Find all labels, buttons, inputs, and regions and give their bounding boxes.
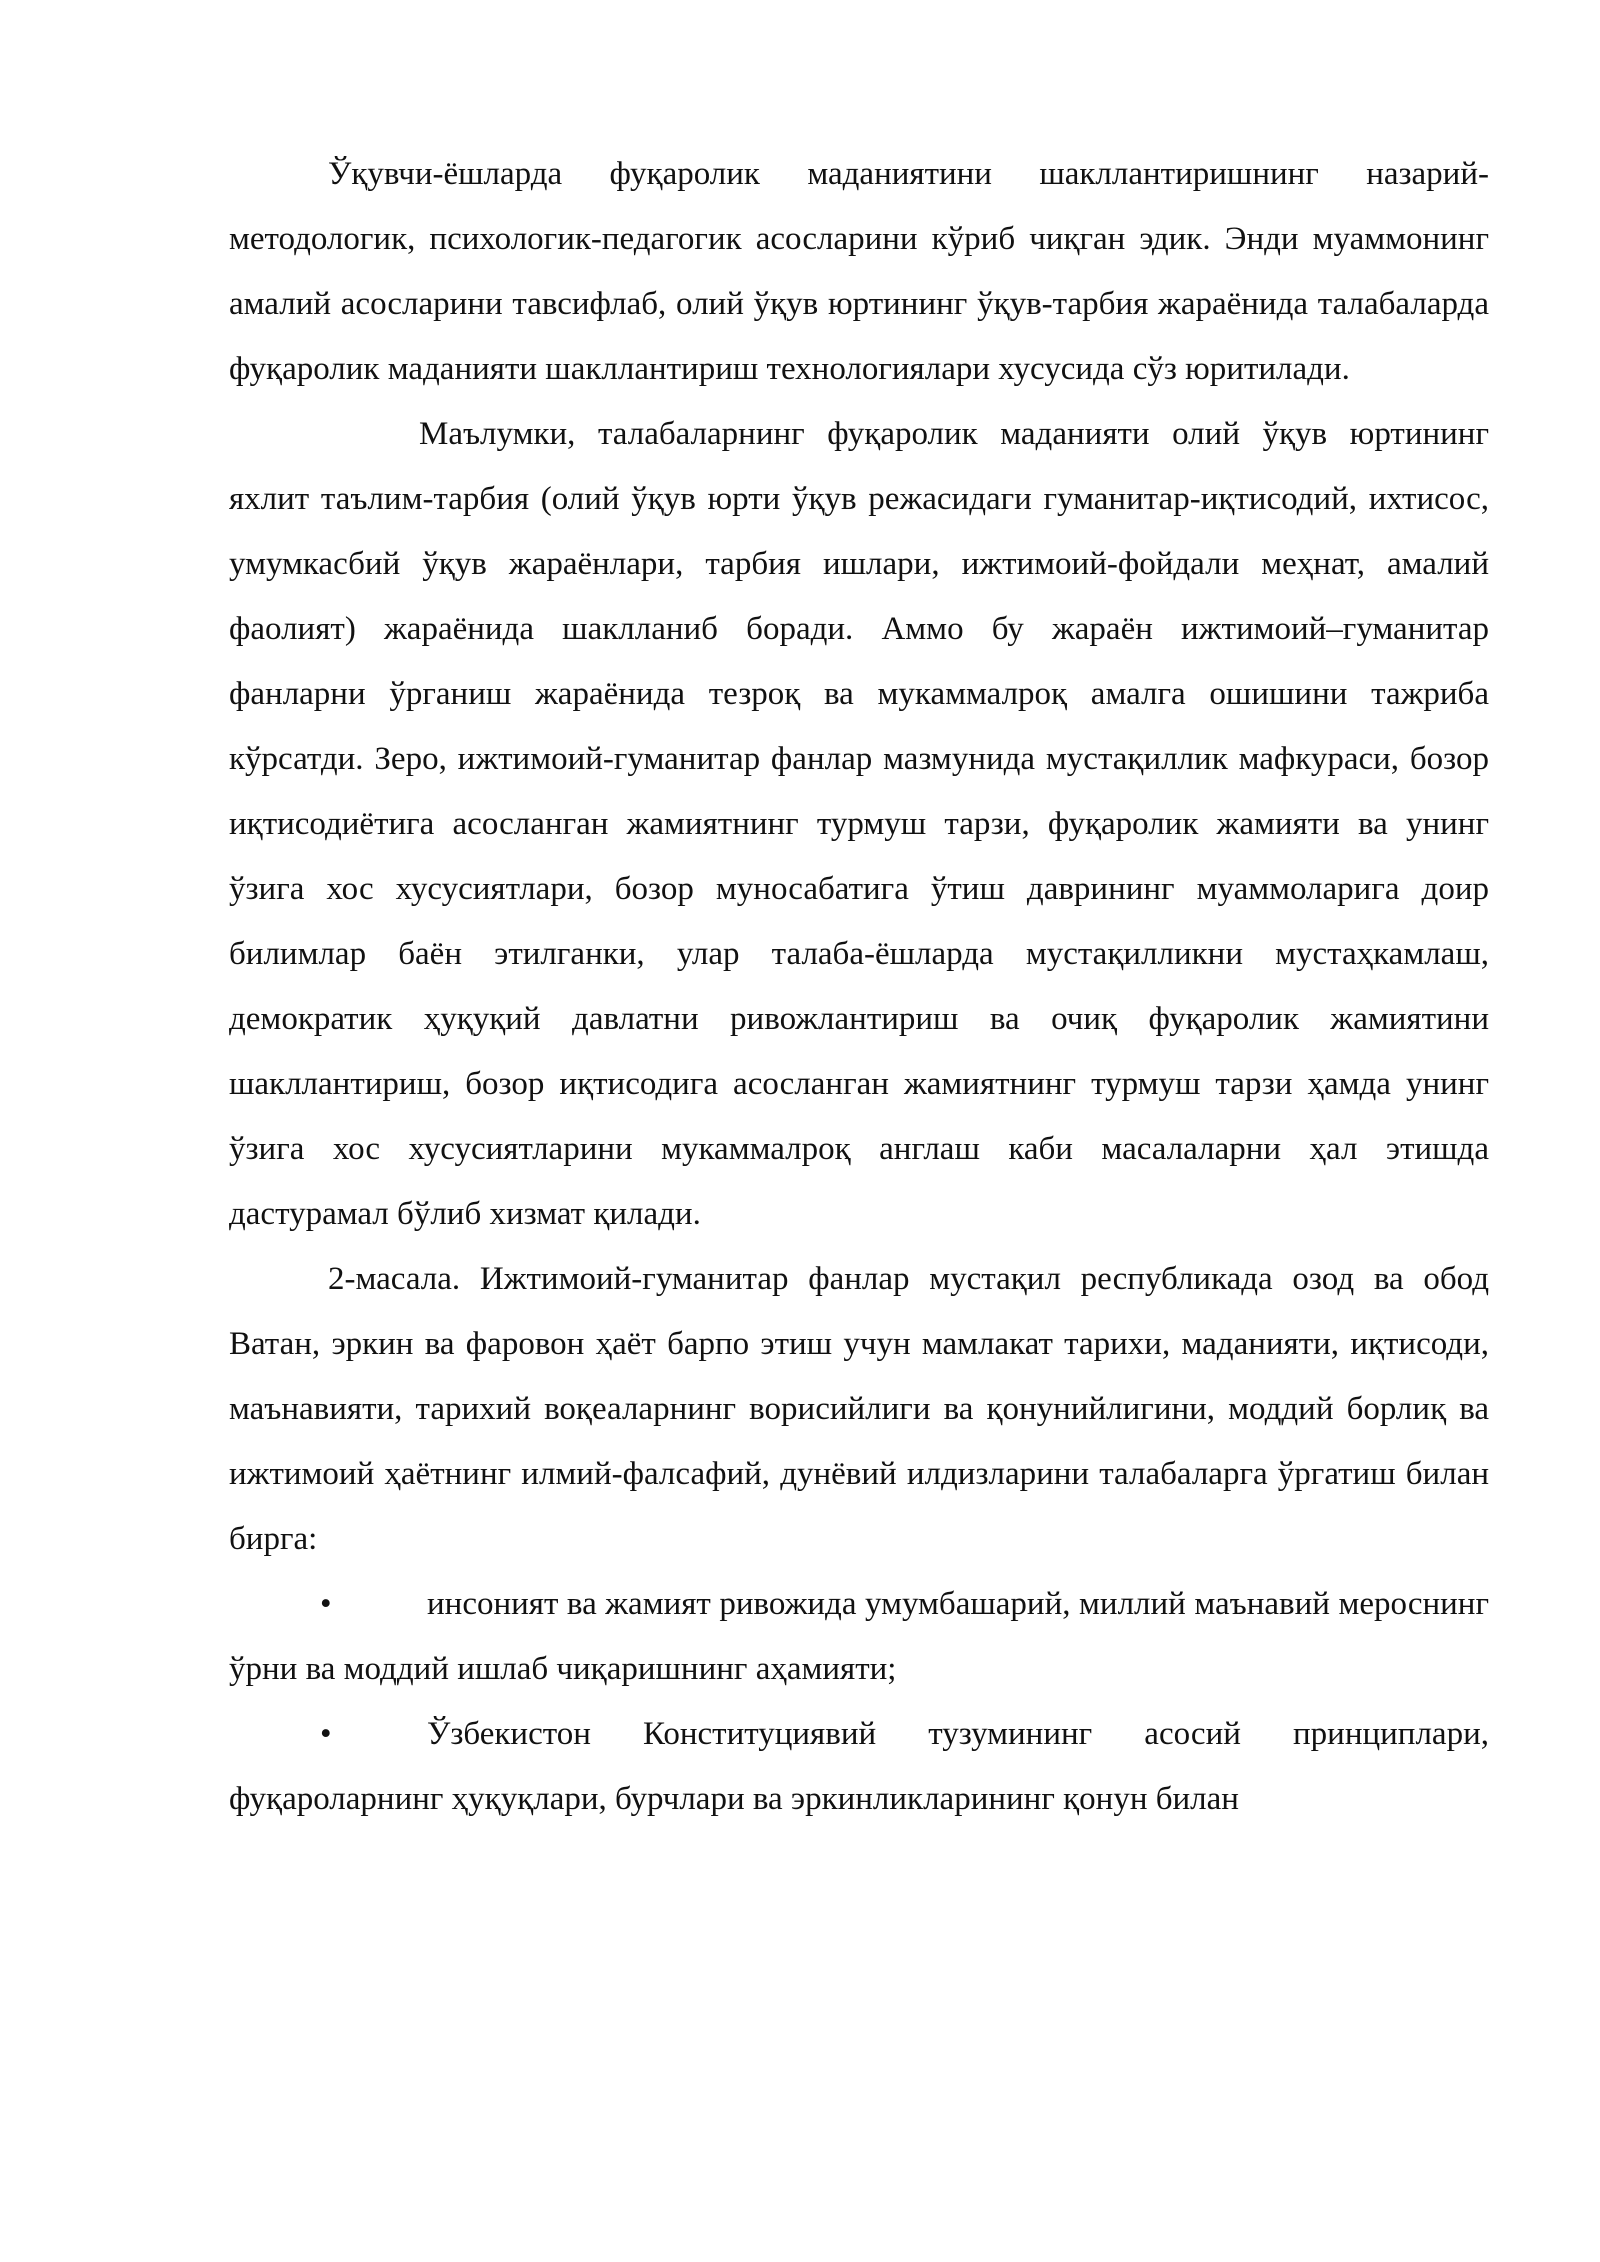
paragraph-intro: Ўқувчи-ёшларда фуқаролик маданиятини шакллантиришнинг назарий-методологик, психологик-педагогик асосларини кўриб чиқган эдик. Энди муаммонинг амалий асосларини тавсифлаб, олий ўқув юртининг ўқув-тарбия жараёнида талабаларда фуқаролик маданияти шакллантириш технологиялари хусусида сўз юритилади. bbox=[229, 156, 1489, 387]
bullet-item-text: Ўзбекистон Конституциявий тузумининг асосий принциплари, фуқароларнинг ҳуқуқлари, бурчлари ва эркинликларининг қонун билан bbox=[229, 1716, 1489, 1817]
document-page bbox=[229, 142, 1489, 1832]
bullet-item: • Ўзбекистон Конституциявий тузумининг асосий принциплари, фуқароларнинг ҳуқуқлари, бурчлари ва эркинликларининг қонун билан bbox=[229, 1716, 1489, 1817]
paragraph-task-2: 2-масала. Ижтимоий-гуманитар фанлар мустақил республикада озод ва обод Ватан, эркин ва фаровон ҳаёт барпо этиш учун мамлакат тарихи, маданияти, иқтисоди, маънавияти, тарихий воқеаларнинг ворисийлиги ва қонунийлигини, моддий борлиқ ва ижтимоий ҳаётнинг илмий-фалсафий, дунёвий илдизларини талабаларга ўргатиш билан бирга: bbox=[229, 1261, 1489, 1557]
paragraph-civic-culture: Маълумки, талабаларнинг фуқаролик маданияти олий ўқув юртининг яхлит таълим-тарбия (олий ўқув юрти ўқув режасидаги гуманитар-иқтисодий, ихтисос, умумкасбий ўқув жараёнлари, тарбия ишлари, ижтимоий-фойдали меҳнат, амалий фаолият) жараёнида шаклланиб боради. Аммо бу жараён ижтимоий–гуманитар фанларни ўрганиш жараёнида тезроқ ва мукаммалроқ амалга ошишини тажриба кўрсатди. Зеро, ижтимоий-гуманитар фанлар мазмунида мустақиллик мафкураси, бозор иқтисодиётига асосланган жамиятнинг турмуш тарзи, фуқаролик жамияти ва унинг ўзига хос хусусиятлари, бозор муносабатига ўтиш даврининг муаммоларига доир билимлар баён этилганки, улар талаба-ёшларда мустақилликни мустаҳкамлаш, демократик ҳуқуқий давлатни ривожлантириш ва очиқ фуқаролик жамиятини шакллантириш, бозор иқтисодига асосланган жамиятнинг турмуш тарзи ҳамда унинг ўзига хос хусусиятларини мукаммалроқ англаш каби масалаларни ҳал этишда дастурамал бўлиб хизмат қилади. bbox=[229, 416, 1489, 1232]
bullet-item: • инсоният ва жамият ривожида умумбашарий, миллий маънавий мероснинг ўрни ва моддий ишлаб чиқаришнинг аҳамияти; bbox=[229, 1586, 1489, 1687]
bullet-item-text: инсоният ва жамият ривожида умумбашарий, миллий маънавий мероснинг ўрни ва моддий ишлаб чиқаришнинг аҳамияти; bbox=[229, 1586, 1489, 1687]
